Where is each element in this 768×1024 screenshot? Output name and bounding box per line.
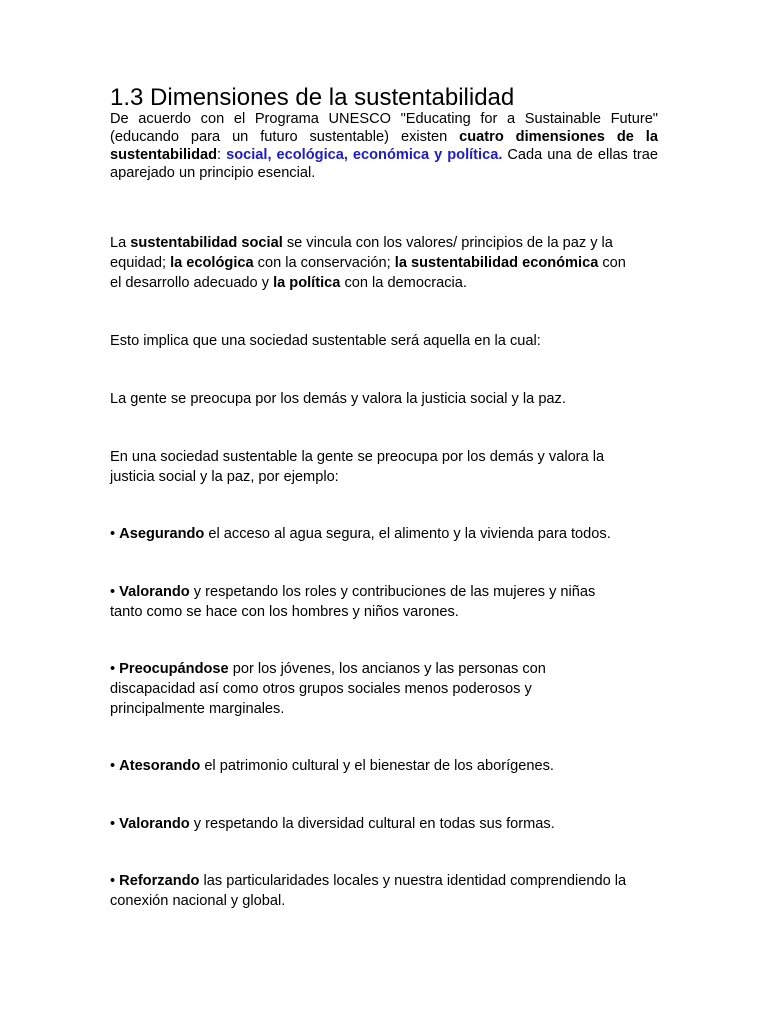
p-text: se vincula con los valores/ principios de la paz y la <box>282 235 613 251</box>
p-bold: la sustentabilidad económica <box>394 255 599 271</box>
intro-bold: cuatro dimensiones de la <box>459 129 658 145</box>
intro-bold: sustentabilidad <box>110 147 218 163</box>
p-text: equidad; <box>110 255 171 271</box>
p-text: con la conservación; <box>253 255 395 271</box>
bullet-bold: Valorando <box>119 584 190 600</box>
bullet-text: las particularidades locales y nuestra identidad comprendiendo la <box>199 873 627 889</box>
section-title: 1.3 Dimensiones de la sustentabilidad <box>110 84 515 111</box>
bullet-bold: Preocupándose <box>119 661 229 677</box>
bullet-marker: • <box>110 526 120 542</box>
paragraph-people: La gente se preocupa por los demás y valora la justicia social y la paz. <box>110 391 566 407</box>
bullet-item <box>110 524 670 544</box>
bullet-text: conexión nacional y global. <box>110 893 286 909</box>
intro-paragraph <box>110 110 658 182</box>
intro-text: Cada una de ellas <box>502 147 628 163</box>
bullet-marker: • <box>110 758 120 774</box>
bullet-marker: • <box>110 816 120 832</box>
p-text: con la democracia. <box>340 275 467 291</box>
bullet-bold: Reforzando <box>119 873 200 889</box>
bullet-bold: Atesorando <box>119 758 201 774</box>
bullet-item <box>110 756 670 776</box>
bullet-text: y respetando la diversidad cultural en todas sus formas. <box>189 816 555 832</box>
bullet-text: por los jóvenes, los ancianos y las personas con <box>228 661 546 677</box>
intro-text: (educando para un futuro sustentable) existen <box>110 129 460 145</box>
bullet-item <box>110 814 670 834</box>
paragraph-implication: Esto implica que una sociedad sustentable será aquella en la cual: <box>110 333 541 349</box>
p-bold: la política <box>273 275 341 291</box>
intro-text: De acuerdo con el Programa UNESCO "Educating for a Sustainable Future" <box>110 111 658 127</box>
intro-text: : <box>217 147 227 163</box>
bullet-marker: • <box>110 584 120 600</box>
bullet-text: el acceso al agua segura, el alimento y la vivienda para todos. <box>204 526 611 542</box>
bullet-text: el patrimonio cultural y el bienestar de los aborígenes. <box>200 758 554 774</box>
bullet-item <box>110 582 670 622</box>
bullet-marker: • <box>110 873 120 889</box>
bullet-text: tanto como se hace con los hombres y niños varones. <box>110 604 459 620</box>
p-text: con <box>598 255 626 271</box>
intro-text: trae aparejado un principio esencial. <box>110 147 659 181</box>
bullet-bold: Valorando <box>119 816 190 832</box>
p-text: En una sociedad sustentable la gente se preocupa por los demás y valora la <box>110 449 605 465</box>
p-text: justicia social y la paz, por ejemplo: <box>110 469 339 485</box>
p-bold: la ecológica <box>170 255 254 271</box>
p-text: La <box>110 235 131 251</box>
dimensions-highlight: social, ecológica, económica y política. <box>226 147 503 163</box>
bullet-item <box>110 659 670 719</box>
p-text: el desarrollo adecuado y <box>110 275 274 291</box>
bullet-text: discapacidad así como otros grupos sociales menos poderosos y <box>110 681 532 697</box>
bullet-marker: • <box>110 661 120 677</box>
bullet-bold: Asegurando <box>119 526 205 542</box>
paragraph-example-intro <box>110 447 670 487</box>
bullet-item <box>110 871 670 911</box>
paragraph-dimensions <box>110 233 670 293</box>
p-bold: sustentabilidad social <box>130 235 283 251</box>
bullet-text: y respetando los roles y contribuciones de las mujeres y niñas <box>189 584 596 600</box>
bullet-text: principalmente marginales. <box>110 701 285 717</box>
